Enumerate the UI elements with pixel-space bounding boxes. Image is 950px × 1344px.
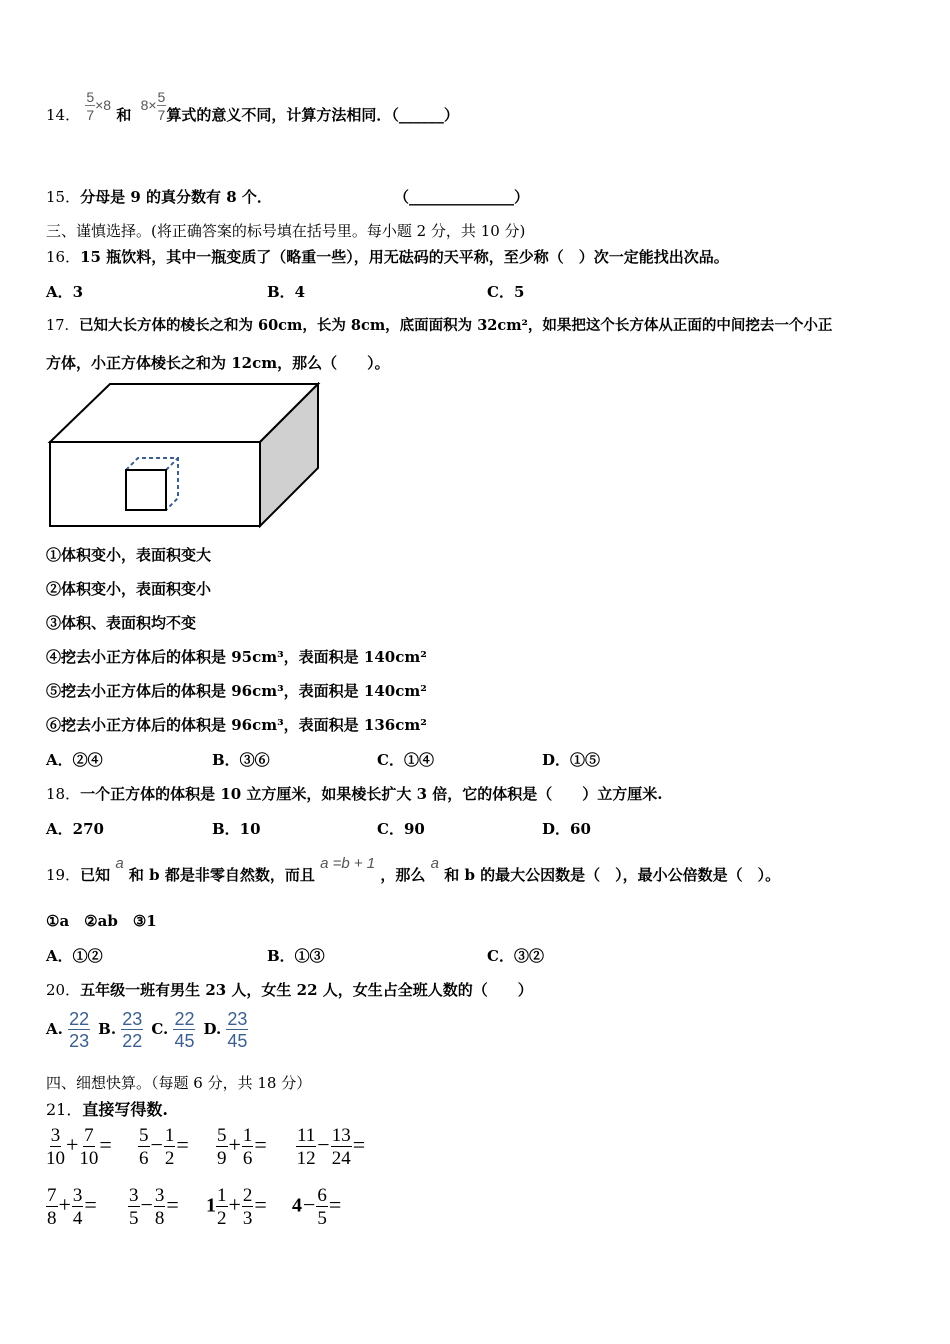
q18-option-c[interactable]: C．90 [377, 820, 425, 838]
q17-text-1: 已知大长方体的棱长之和为 60cm，长为 8cm，底面面积为 32cm²，如果把这个长方体从正面的中间挖去一个小正 [78, 317, 833, 334]
cuboid-diagram [46, 382, 326, 532]
q18-option-d[interactable]: D．60 [542, 820, 591, 838]
q18-option-a[interactable]: A．270 [46, 820, 104, 838]
q18 [46, 783, 663, 804]
q15 [46, 186, 272, 207]
q14 [46, 89, 459, 132]
q15-answer-blank[interactable]: （______________） [394, 188, 530, 206]
q16-option-a[interactable]: A．3 [46, 283, 84, 301]
q19-choices: ①a ②ab ③1 [46, 912, 157, 930]
q14-fraction-2: $\frac{5}{7}$ [157, 89, 166, 123]
q14-times-8: ×8 [95, 97, 112, 113]
q20-option-d[interactable]: D. $\frac{23}{45}$ [203, 1009, 248, 1051]
q18-number: 18． [46, 785, 81, 803]
q19-option-a[interactable]: A．①② [46, 947, 103, 965]
q17-option-a[interactable]: A．②④ [46, 751, 103, 769]
q21-expr-3: $\frac{5}{9}$ + $\frac{1}{6}$ = [217, 1125, 267, 1169]
q17-statement-3: ③体积、表面积均不变 [46, 614, 197, 632]
q17-number: 17． [46, 318, 79, 334]
q16-option-c[interactable]: C．5 [487, 283, 525, 301]
q14-fraction-1: $\frac{5}{7}$ [86, 89, 95, 123]
q16-option-b[interactable]: B．4 [267, 283, 306, 301]
q15-text: 分母是 9 的真分数有 8 个． [80, 188, 272, 206]
q20-number: 20． [46, 981, 81, 999]
q19-number: 19． [46, 866, 81, 884]
q21-expr-7: 1 $\frac{1}{2}$ + $\frac{2}{3}$ = [206, 1185, 267, 1229]
q19: 19．已知 a 和 b 都是非零自然数，而且 a =b + 1 ，那么 a 和 b 的最大公因数是（ ），最小公倍数是（ ）。 [46, 855, 781, 884]
q17-statement-2: ②体积变小，表面积变小 [46, 580, 212, 598]
q21-expr-5: $\frac{7}{8}$ + $\frac{3}{4}$ = [47, 1185, 97, 1229]
q19-var-a: a [115, 855, 124, 872]
q20-option-a[interactable]: A. $\frac{22}{23}$ [46, 1009, 90, 1051]
q17-option-b[interactable]: B．③⑥ [212, 751, 270, 769]
q14-text: 算式的意义不同，计算方法相同．（______） [166, 106, 459, 124]
q14-8-times: 8× [140, 97, 157, 113]
q17-line-1 [46, 314, 832, 335]
q16 [46, 246, 729, 267]
q21-number: 21． [46, 1100, 83, 1119]
section-3-title: 三、谨慎选择。(将正确答案的标号填在括号里。每小题 2 分，共 10 分) [46, 222, 526, 240]
q16-text: 15 瓶饮料，其中一瓶变质了（略重一些），用无砝码的天平称，至少称（ ）次一定能找出次品。 [80, 248, 729, 266]
q21-expr-4: $\frac{11}{12}$ − $\frac{13}{24}$ = [296, 1125, 366, 1169]
cuboid-front-face [50, 442, 260, 526]
q21-expr-8: 4− $\frac{6}{5}$ = [292, 1185, 342, 1229]
q19-var-a-2: a [430, 855, 439, 872]
section-4-title: 四、细想快算。（每题 6 分，共 18 分） [46, 1074, 312, 1092]
q17-option-c[interactable]: C．①④ [377, 751, 434, 769]
q19-option-c[interactable]: C．③② [487, 947, 544, 965]
q20-option-b[interactable]: B. $\frac{23}{22}$ [98, 1009, 143, 1051]
q21-expr-6: $\frac{3}{5}$ − $\frac{3}{8}$ = [129, 1185, 179, 1229]
q17-statement-1: ①体积变小，表面积变大 [46, 546, 212, 564]
q17-option-d[interactable]: D．①⑤ [542, 751, 601, 769]
q17-statement-6: ⑥挖去小正方体后的体积是 96cm³，表面积是 136cm² [46, 716, 427, 734]
q19-option-b[interactable]: B．①③ [267, 947, 325, 965]
q14-and: 和 [116, 106, 132, 124]
q20 [46, 979, 533, 1000]
q18-text: 一个正方体的体积是 10 立方厘米，如果棱长扩大 3 倍，它的体积是（ ）立方厘米. [80, 785, 663, 803]
q21-expr-1: $\frac{3}{10}$ + $\frac{7}{10}$ = [46, 1125, 112, 1169]
q17-statement-5: ⑤挖去小正方体后的体积是 96cm³，表面积是 140cm² [46, 682, 427, 700]
q20-options [46, 1010, 248, 1050]
q21-title: 21．直接写得数. [46, 1100, 168, 1119]
q18-option-b[interactable]: B．10 [212, 820, 261, 838]
q19-equation: a =b + 1 [320, 855, 376, 872]
q20-text: 五年级一班有男生 23 人，女生 22 人，女生占全班人数的（ ） [80, 981, 533, 999]
q16-number: 16． [46, 248, 81, 266]
q17-statement-4: ④挖去小正方体后的体积是 95cm³，表面积是 140cm² [46, 648, 427, 666]
q14-number: 14． [46, 106, 81, 124]
q20-option-c[interactable]: C. $\frac{22}{45}$ [151, 1009, 195, 1051]
q21-expr-2: $\frac{5}{6}$ − $\frac{1}{2}$ = [139, 1125, 189, 1169]
q17-line-2: 方体，小正方体棱长之和为 12cm，那么（ ）。 [46, 354, 390, 372]
q15-number: 15． [46, 188, 81, 206]
